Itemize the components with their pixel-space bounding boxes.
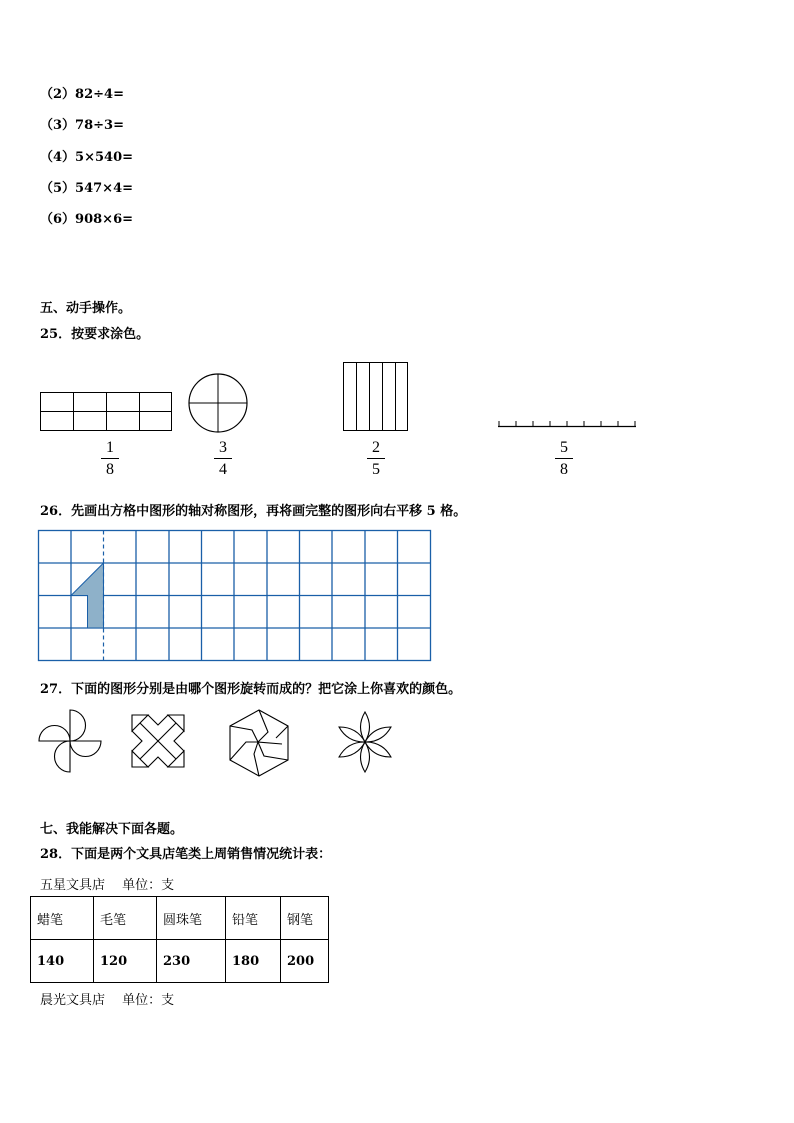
value-cell: 230 bbox=[157, 940, 226, 983]
value-cell: 140 bbox=[31, 940, 94, 983]
header-cell: 圆珠笔 bbox=[157, 897, 226, 940]
calc-item-2: （2）82÷4= bbox=[40, 87, 124, 102]
pinwheel-figure bbox=[38, 709, 104, 775]
value-cell: 120 bbox=[94, 940, 157, 983]
calc-item-5: （5）547×4= bbox=[40, 181, 134, 196]
header-cell: 铅笔 bbox=[226, 897, 281, 940]
store-1-caption: 五星文具店 单位：支 bbox=[40, 878, 175, 893]
value-cell: 180 bbox=[226, 940, 281, 983]
line-segment-eighths-figure bbox=[498, 418, 638, 430]
calc-item-4: （4）5×540= bbox=[40, 150, 134, 165]
section-7-heading: 七、我能解决下面各题。 bbox=[40, 822, 184, 837]
rectangle-eighths-figure bbox=[40, 392, 172, 432]
header-cell: 毛笔 bbox=[94, 897, 157, 940]
circle-quarters-figure bbox=[188, 373, 250, 435]
store-2-caption: 晨光文具店 单位：支 bbox=[40, 993, 175, 1008]
calc-item-6: （6）908×6= bbox=[40, 212, 134, 227]
cross-tile-figure bbox=[130, 713, 186, 769]
question-26-text: 26．先画出方格中图形的轴对称图形，再将画完整的图形向右平移 5 格。 bbox=[40, 504, 467, 519]
question-27-text: 27．下面的图形分别是由哪个图形旋转而成的？把它涂上你喜欢的颜色。 bbox=[40, 682, 462, 697]
question-25-text: 25．按要求涂色。 bbox=[40, 327, 150, 342]
question-28-text: 28．下面是两个文具店笔类上周销售情况统计表： bbox=[40, 847, 332, 862]
header-cell: 蜡笔 bbox=[31, 897, 94, 940]
fraction-1-8: 1 8 bbox=[98, 439, 122, 478]
table-row bbox=[31, 940, 329, 983]
value-cell: 200 bbox=[281, 940, 329, 983]
fraction-3-4: 3 4 bbox=[211, 439, 235, 478]
flower-figure bbox=[333, 710, 397, 774]
fraction-5-8: 5 8 bbox=[552, 439, 576, 478]
half-figure-shape bbox=[71, 563, 104, 628]
calc-item-3: （3）78÷3= bbox=[40, 118, 124, 133]
square-fifths-figure bbox=[343, 362, 409, 432]
section-5-heading: 五、动手操作。 bbox=[40, 301, 132, 316]
fraction-2-5: 2 5 bbox=[364, 439, 388, 478]
table-header-row bbox=[31, 897, 329, 940]
sales-table bbox=[30, 896, 329, 983]
hexagon-rotation-figure bbox=[224, 708, 294, 778]
header-cell: 钢笔 bbox=[281, 897, 329, 940]
square-grid bbox=[38, 530, 432, 662]
